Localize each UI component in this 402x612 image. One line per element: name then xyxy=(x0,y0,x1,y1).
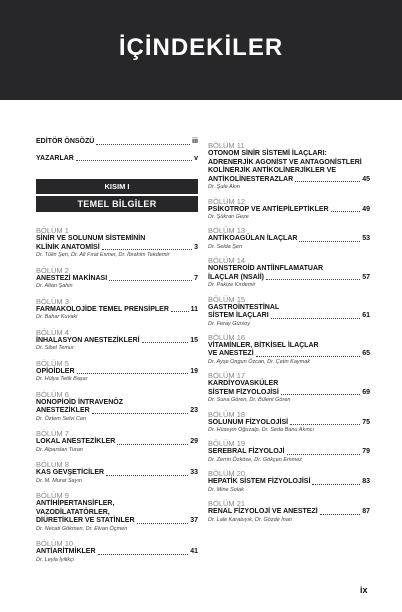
chapter-authors: Dr. Şükran Geze xyxy=(208,214,249,221)
chapter-title-row xyxy=(208,274,370,283)
chapter-entry[interactable] xyxy=(208,197,370,222)
chapter-number: BÖLÜM 1 xyxy=(36,226,69,236)
chapter-entry[interactable] xyxy=(36,429,198,454)
chapter-page: 45 xyxy=(362,175,370,183)
chapter-authors: Dr. Feray Gürsoy xyxy=(208,320,250,327)
chapter-title: DİÜRETİKLER VE STATİNLER xyxy=(36,517,135,525)
chapter-number: BÖLÜM 8 xyxy=(36,460,69,470)
chapter-page: 19 xyxy=(190,367,198,375)
chapter-page: 49 xyxy=(362,205,370,213)
chapter-authors: Dr. Selda Şen xyxy=(208,243,243,250)
chapter-title-row xyxy=(36,469,198,478)
chapter-entry[interactable] xyxy=(36,539,198,564)
leader-dots xyxy=(96,143,190,145)
chapter-title: SİSTEM FİZYOLOJİSİ xyxy=(208,388,279,396)
chapter-title-row xyxy=(208,350,370,359)
chapter-title: FARMAKOLOJİDE TEMEL PRENSİPLER xyxy=(36,305,169,313)
chapter-title-line: VİTAMİNLER, BİTKİSEL İLAÇLAR xyxy=(208,341,319,349)
chapter-title-line: ANTİHİPERTANSİFLER, xyxy=(36,500,115,508)
chapter-entry[interactable] xyxy=(36,491,198,533)
chapter-entry[interactable] xyxy=(36,328,198,353)
chapter-entry[interactable] xyxy=(208,439,370,464)
chapter-page: 41 xyxy=(190,548,198,556)
chapter-title-row xyxy=(208,419,370,428)
chapter-entry[interactable] xyxy=(208,333,370,366)
page-title: İÇİNDEKİLER xyxy=(118,34,284,61)
chapter-title-row xyxy=(36,368,198,377)
entry-title: YAZARLAR xyxy=(36,154,74,162)
chapter-title: ANESTEZİ MAKİNASI xyxy=(36,274,108,282)
right-column xyxy=(208,141,370,529)
chapter-entry[interactable] xyxy=(208,469,370,494)
chapter-title: SİSTEM İLAÇLARI xyxy=(208,312,269,320)
part-label: KISIM I xyxy=(36,179,198,194)
chapter-title: VE ANESTEZİ xyxy=(208,350,254,358)
chapter-title: HEPATİK SİSTEM FİZYOLOJİSİ xyxy=(208,478,311,486)
chapter-title-row xyxy=(208,206,370,215)
chapter-number: BÖLÜM 6 xyxy=(36,389,69,399)
chapter-page: 11 xyxy=(190,305,198,313)
chapter-title-row xyxy=(36,517,198,526)
chapter-title-row xyxy=(36,548,198,557)
chapter-entry[interactable] xyxy=(208,226,370,251)
chapter-page: 79 xyxy=(362,448,370,456)
chapter-authors: Dr. Tülin Şen, Dr. Ali Fırat Esmer, Dr. İbrahim Tekdemir xyxy=(36,252,170,259)
leader-dots xyxy=(171,310,189,312)
chapter-page: 87 xyxy=(362,507,370,515)
leader-dots xyxy=(271,317,361,319)
chapter-number: BÖLÜM 12 xyxy=(208,196,246,206)
chapter-entry[interactable] xyxy=(208,371,370,404)
chapter-authors: Dr. Öztem Selvi Can xyxy=(36,415,86,422)
leader-dots xyxy=(142,341,189,343)
leader-dots xyxy=(281,393,360,395)
chapter-title: İNHALASYON ANESTEZİKLERİ xyxy=(36,336,140,344)
chapter-list-right xyxy=(208,141,370,524)
toc-entry-authors[interactable] xyxy=(36,155,198,164)
chapter-authors: Dr. Ayşe Ongun Özcan, Dr. Çetin Kaymak xyxy=(208,359,311,366)
chapter-title: PSİKOTROP VE ANTİEPİLEPTİKLER xyxy=(208,205,329,213)
chapter-authors: Dr. Bahar Kuvaki xyxy=(36,314,78,321)
chapter-number: BÖLÜM 16 xyxy=(208,332,246,342)
chapter-page: 3 xyxy=(194,243,198,251)
chapter-title-row xyxy=(208,448,370,457)
chapter-title-row xyxy=(36,275,198,284)
leader-dots xyxy=(320,513,361,515)
chapter-title-line: VAZODİLATATÖRLER, xyxy=(36,508,110,516)
leader-dots xyxy=(102,248,192,250)
chapter-number: BÖLÜM 13 xyxy=(208,226,246,236)
chapter-number: BÖLÜM 5 xyxy=(36,358,69,368)
chapter-number: BÖLÜM 11 xyxy=(208,141,245,150)
toc-entry-foreword[interactable] xyxy=(36,138,198,147)
chapter-entry[interactable] xyxy=(36,390,198,423)
leader-dots xyxy=(312,483,360,485)
chapter-entry[interactable] xyxy=(208,141,370,191)
chapter-number: BÖLÜM 15 xyxy=(208,294,246,304)
chapter-entry[interactable] xyxy=(208,295,370,328)
leader-dots xyxy=(109,279,192,281)
chapter-title: KAS GEVŞETİCİLER xyxy=(36,469,105,477)
chapter-page: 37 xyxy=(190,517,198,525)
chapter-title-row xyxy=(36,407,198,416)
chapter-title: ANTİKOLİNESTERAZLAR xyxy=(208,175,294,183)
chapter-title: LOKAL ANESTEZİKLER xyxy=(36,438,116,446)
leader-dots xyxy=(256,355,361,357)
chapter-page: 61 xyxy=(362,312,370,320)
chapter-title-row xyxy=(208,312,370,321)
chapter-title-line: OTONOM SİNİR SİSTEMİ İLAÇLARI: xyxy=(208,150,327,157)
part-title: TEMEL BİLGİLER xyxy=(36,196,198,212)
leader-dots xyxy=(92,412,189,414)
chapter-title: SOLUNUM FİZYOLOJİSİ xyxy=(208,418,289,426)
chapter-authors: Dr. Sibel Temur xyxy=(36,345,74,352)
chapter-number: BÖLÜM 18 xyxy=(208,409,246,419)
header-banner xyxy=(0,0,402,100)
leader-dots xyxy=(106,474,188,476)
chapter-title-line: NONSTEROİD ANTİİNFLAMATUAR xyxy=(208,265,324,273)
chapter-authors: Dr. Lale Karabıyık, Dr. Gözde İnan xyxy=(208,516,292,523)
chapter-authors: Dr. Altan Şahin xyxy=(36,283,73,290)
chapter-authors: Dr. Şule Akın xyxy=(208,184,240,191)
chapter-authors: Dr. M. Murat Sayın xyxy=(36,477,82,484)
chapter-authors: Dr. Necati Gökmen, Dr. Elvan Öçmen xyxy=(36,526,128,533)
chapter-title-line: KOLİNERJİK ANTİKOLİNERJİKLER VE xyxy=(208,167,337,175)
chapter-authors: Dr. Hüseyin Oğuzalp, Dr. Seda Banu Akıncı xyxy=(208,427,315,434)
chapter-authors: Dr. Alparslan Turan xyxy=(36,446,83,453)
chapter-number: BÖLÜM 3 xyxy=(36,296,69,306)
chapter-page: 15 xyxy=(190,336,198,344)
leader-dots xyxy=(117,443,188,445)
chapter-number: BÖLÜM 9 xyxy=(36,491,69,501)
chapter-title-row xyxy=(208,235,370,244)
chapter-number: BÖLÜM 10 xyxy=(36,539,74,549)
leader-dots xyxy=(137,522,189,524)
chapter-title: İLAÇLAR (NSAİİ) xyxy=(208,273,264,281)
chapter-authors: Dr. Leyla İyilikçi xyxy=(36,557,74,564)
leader-dots xyxy=(290,423,360,425)
chapter-number: BÖLÜM 2 xyxy=(36,265,69,275)
chapter-title-line: KARDİYOVASKÜLER xyxy=(208,380,279,388)
page-number: ix xyxy=(360,585,368,595)
chapter-number: BÖLÜM 7 xyxy=(36,429,69,439)
leader-dots xyxy=(98,553,189,555)
entry-page: iii xyxy=(192,138,198,145)
chapter-title-row xyxy=(208,478,370,487)
chapter-title-row xyxy=(208,389,370,398)
chapter-list-left xyxy=(36,226,198,564)
chapter-number: BÖLÜM 17 xyxy=(208,371,246,381)
chapter-page: 7 xyxy=(194,274,198,282)
left-column xyxy=(36,138,198,570)
chapter-entry[interactable] xyxy=(208,499,370,524)
chapter-number: BÖLÜM 21 xyxy=(208,498,246,508)
chapter-number: BÖLÜM 19 xyxy=(208,439,246,449)
chapter-title-line: GASTROİNTESTİNAL xyxy=(208,303,280,311)
chapter-title: ANTİARİTMİKLER xyxy=(36,548,96,556)
part-heading xyxy=(36,179,198,212)
entry-page: v xyxy=(194,154,198,162)
chapter-title-line: SİNİR VE SOLUNUM SİSTEMİNİN xyxy=(36,235,146,243)
leader-dots xyxy=(76,159,192,161)
chapter-authors: Dr. Hülya Tetik Başar xyxy=(36,376,88,383)
chapter-title-row xyxy=(36,438,198,447)
leader-dots xyxy=(295,180,360,182)
chapter-title: KLİNİK ANATOMİSİ xyxy=(36,243,100,251)
leader-dots xyxy=(331,210,361,212)
chapter-page: 75 xyxy=(362,418,370,426)
chapter-number: BÖLÜM 20 xyxy=(208,469,246,479)
chapter-page: 83 xyxy=(362,478,370,486)
chapter-entry[interactable] xyxy=(36,460,198,485)
leader-dots xyxy=(266,278,360,280)
chapter-entry[interactable] xyxy=(208,256,370,289)
chapter-title: ANESTEZİKLER xyxy=(36,407,90,415)
chapter-title-line: ADRENERJİK AGONİST VE ANTAGONİSTLERİ xyxy=(208,158,362,166)
chapter-authors: Dr. Zerrin Özköse, Dr. Gökçen Emmez xyxy=(208,457,303,463)
chapter-page: 69 xyxy=(362,388,370,396)
chapter-page: 33 xyxy=(190,469,198,477)
chapter-title: OPİOİDLER xyxy=(36,367,75,375)
chapter-entry[interactable] xyxy=(36,226,198,259)
chapter-authors: Dr. Suna Gören, Dr. Bülent Gören xyxy=(208,397,291,404)
chapter-authors: Dr. Mine Solak xyxy=(208,486,244,493)
chapter-entry[interactable] xyxy=(36,359,198,384)
chapter-title-line: NONOPİOİD İNTRAVENÖZ xyxy=(36,398,123,406)
chapter-title: ANTİKOAGÜLAN İLAÇLAR xyxy=(208,235,298,243)
chapter-number: BÖLÜM 14 xyxy=(208,256,246,266)
chapter-page: 29 xyxy=(190,438,198,446)
entry-title: EDİTÖR ÖNSÖZÜ xyxy=(36,138,95,145)
chapter-title: RENAL FİZYOLOJİ VE ANESTEZİ xyxy=(208,507,318,515)
chapter-title-row xyxy=(208,176,370,185)
leader-dots xyxy=(299,240,360,242)
chapter-page: 57 xyxy=(362,273,370,281)
chapter-title-row xyxy=(36,337,198,346)
chapter-page: 65 xyxy=(362,350,370,358)
leader-dots xyxy=(77,372,189,374)
chapter-number: BÖLÜM 4 xyxy=(36,327,69,337)
chapter-entry[interactable] xyxy=(36,266,198,291)
leader-dots xyxy=(287,453,361,455)
chapter-entry[interactable] xyxy=(36,297,198,322)
chapter-title: SEREBRAL FİZYOLOJİ xyxy=(208,448,285,456)
chapter-title-row xyxy=(36,306,198,315)
chapter-entry[interactable] xyxy=(208,410,370,435)
chapter-title-row xyxy=(208,508,370,517)
chapter-page: 23 xyxy=(190,407,198,415)
chapter-page: 53 xyxy=(362,235,370,243)
chapter-authors: Dr. Pakize Kırdemir xyxy=(208,282,256,289)
